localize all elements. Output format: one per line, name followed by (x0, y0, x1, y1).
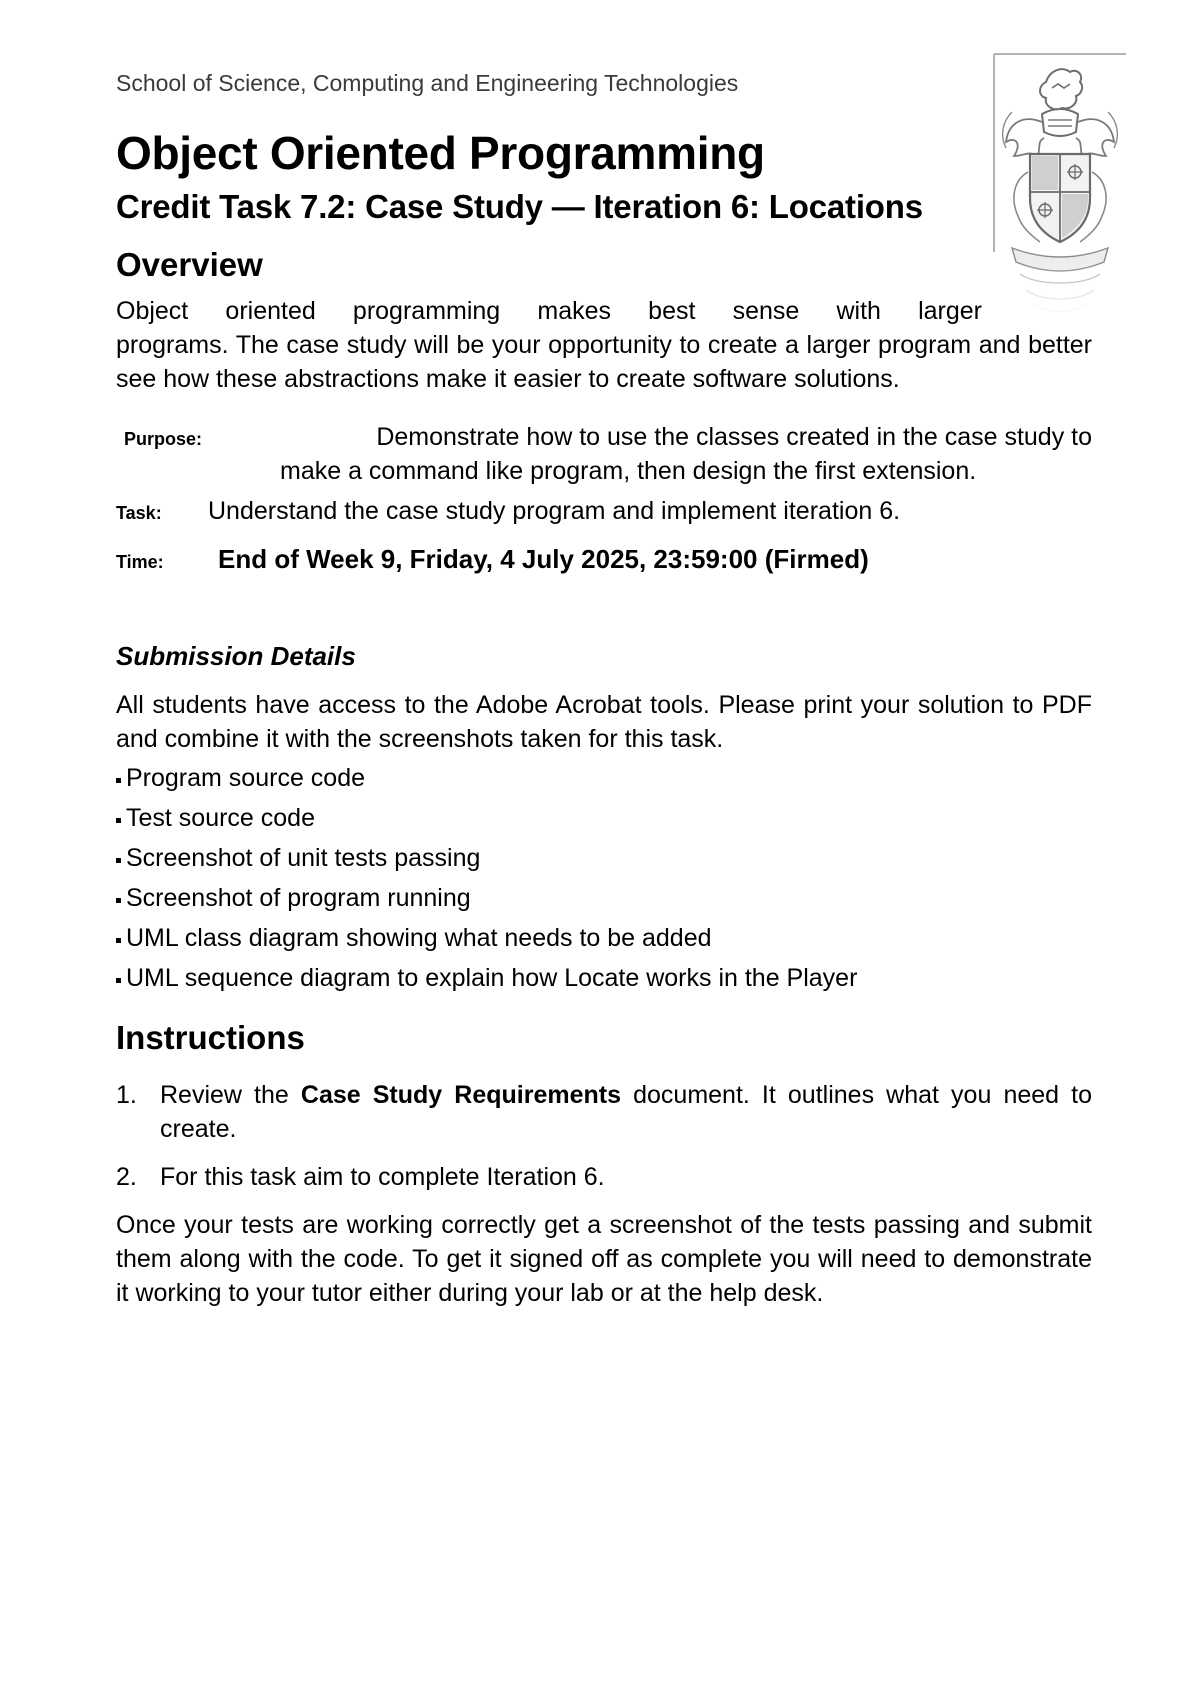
bullet-icon (116, 938, 121, 943)
purpose-block (116, 420, 1092, 488)
bullet-icon (116, 858, 121, 863)
list-item: UML class diagram showing what needs to be added (116, 918, 1092, 958)
step-number: 1. (116, 1081, 137, 1110)
time-label: Time: (116, 552, 164, 573)
purpose-text-line1: Demonstrate how to use the classes created in the case study to (376, 423, 1092, 452)
school-name: School of Science, Computing and Engineering Technologies (116, 70, 739, 96)
document-content (116, 70, 1092, 1310)
overview-text-rest: programs. The case study will be your opportunity to create a larger program and better see how these abstractions make it easier to create software solutions. (116, 331, 1092, 394)
submission-text: All students have access to the Adobe Acrobat tools. Please print your solution to PDF and combine it with the screenshots taken for this task. (116, 691, 1092, 754)
instruction-step (116, 1078, 1092, 1146)
task-block (116, 494, 1092, 528)
submission-heading: Submission Details (116, 641, 356, 672)
instructions-list (116, 1078, 1092, 1194)
step-text: For this task aim to complete Iteration 6. (160, 1163, 605, 1192)
instruction-step (116, 1160, 1092, 1194)
overview-heading: Overview (116, 245, 263, 283)
list-item: Screenshot of program running (116, 878, 1092, 918)
task-label: Task: (116, 503, 162, 524)
list-item: Test source code (116, 798, 1092, 838)
step-text: Review the Case Study Requirements document. It outlines what you need to create. (160, 1081, 1092, 1144)
purpose-label: Purpose: (124, 429, 203, 450)
overview-text-line1: Object oriented programming makes best sense with larger (116, 297, 982, 326)
due-date: End of Week 9, Friday, 4 July 2025, 23:59:00 (Firmed) (218, 544, 869, 575)
deliverables-list (116, 758, 1092, 998)
page-title: Object Oriented Programming (116, 126, 765, 179)
requirements-doc-name: Case Study Requirements (300, 1081, 622, 1110)
bullet-icon (116, 778, 121, 783)
closing-paragraph: Once your tests are working correctly get a screenshot of the tests passing and submit them along with the code. To get it signed off as complete you will need to demonstrate it working to your tutor either during your lab or at the help desk. (116, 1211, 1092, 1308)
instructions-heading: Instructions (116, 1019, 305, 1057)
list-item: Program source code (116, 758, 1092, 798)
bullet-icon (116, 978, 121, 983)
bullet-icon (116, 818, 121, 823)
step-number: 2. (116, 1163, 137, 1192)
list-item: UML sequence diagram to explain how Locate works in the Player (116, 958, 1092, 998)
task-subtitle: Credit Task 7.2: Case Study — Iteration 6: Locations (116, 188, 923, 226)
bullet-icon (116, 898, 121, 903)
list-item: Screenshot of unit tests passing (116, 838, 1092, 878)
task-text: Understand the case study program and implement iteration 6. (208, 497, 901, 526)
purpose-text-line2: make a command like program, then design the first extension. (280, 457, 977, 486)
time-block (116, 544, 1092, 575)
